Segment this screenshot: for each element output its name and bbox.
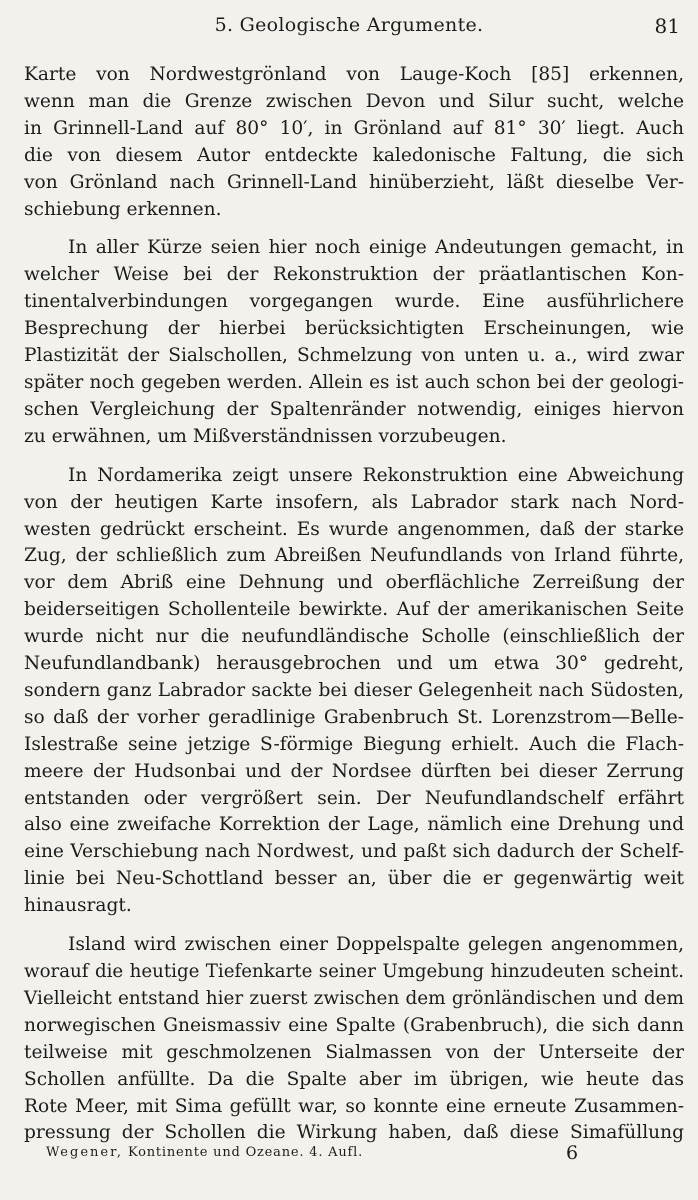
text-line: Neufundlandbank) herausgebrochen und um etwa 30° gedreht, (24, 653, 684, 675)
text-line: eine Verschiebung nach Nordwest, und paßt sich dadurch der Schelf- (24, 841, 684, 863)
body-text (24, 62, 684, 1159)
text-line: Vielleicht entstand hier zuerst zwischen dem grönländischen und dem (24, 987, 684, 1009)
text-line: norwegischen Gneismassiv eine Spalte (Grabenbruch), die sich dann (24, 1014, 684, 1036)
text-line: tinentalverbindungen vorgegangen wurde. Eine ausführlichere (24, 291, 684, 313)
text-line: In aller Kürze seien hier noch einige Andeutungen gemacht, in (68, 237, 684, 259)
text-line: Rote Meer, mit Sima gefüllt war, so konnte eine erneute Zusammen- (24, 1095, 684, 1117)
text-line: also eine zweifache Korrektion der Lage, nämlich eine Drehung und (24, 814, 684, 836)
text-line: die von diesem Autor entdeckte kaledonische Faltung, die sich (24, 144, 684, 166)
footer-citation (46, 1145, 363, 1160)
text-line: Island wird zwischen einer Doppelspalte gelegen angenommen, (68, 934, 684, 956)
running-title: 5. Geologische Argumente. (214, 14, 484, 36)
paragraph-3 (24, 463, 684, 920)
text-line: schiebung erkennen. (24, 198, 222, 220)
text-line: Zug, der schließlich zum Abreißen Neufundlands von Irland führte, (24, 545, 684, 567)
paragraph-2 (24, 235, 684, 450)
text-line: teilweise mit geschmolzenen Sialmassen von der Unterseite der (24, 1041, 684, 1063)
text-line: Plastizität der Sialschollen, Schmelzung von unten u. a., wird zwar (24, 345, 684, 367)
text-line: meere der Hudsonbai und der Nordsee dürften bei dieser Zerrung (24, 760, 684, 782)
text-line: entstanden oder vergrößert sein. Der Neufundlandschelf erfährt (24, 787, 684, 809)
text-line: Schollen anfüllte. Da die Spalte aber im übrigen, wie heute das (24, 1068, 684, 1090)
text-line: westen gedrückt erscheint. Es wurde angenommen, daß der starke (24, 518, 684, 540)
text-line: beiderseitigen Schollenteile bewirkte. Auf der amerikanischen Seite (24, 599, 684, 621)
text-line: später noch gegeben werden. Allein es ist auch schon bei der geologi- (24, 371, 684, 393)
text-line: sondern ganz Labrador sackte bei dieser Gelegenheit nach Südosten, (24, 679, 684, 701)
text-line: wenn man die Grenze zwischen Devon und Silur sucht, welche (24, 90, 684, 112)
text-line: welcher Weise bei der Rekonstruktion der präatlantischen Kon- (24, 264, 684, 286)
text-line: in Grinnell-Land auf 80° 10′, in Grönland auf 81° 30′ liegt. Auch (24, 117, 684, 139)
text-line: von der heutigen Karte insofern, als Labrador stark nach Nord- (24, 491, 684, 513)
text-line: zu erwähnen, um Mißverständnissen vorzubeugen. (24, 425, 507, 447)
text-line: In Nordamerika zeigt unsere Rekonstruktion eine Abweichung (68, 464, 684, 486)
text-line: schen Vergleichung der Spaltenränder notwendig, einiges hiervon (24, 398, 684, 420)
text-line: so daß der vorher geradlinige Grabenbruch St. Lorenzstrom—Belle- (24, 706, 684, 728)
text-line: Karte von Nordwestgrönland von Lauge-Koch [85] erkennen, (24, 64, 684, 85)
text-line: von Grönland nach Grinnell-Land hinüberzieht, läßt dieselbe Ver- (24, 171, 684, 193)
signature-mark: 6 (566, 1142, 579, 1164)
text-line: wurde nicht nur die neufundländische Scholle (einschließlich der (24, 626, 684, 648)
paragraph-1 (24, 62, 684, 223)
footer-book-title: Kontinente und Ozeane. 4. Aufl. (127, 1145, 364, 1160)
text-line: pressung der Schollen die Wirkung haben, daß diese Simafüllung (24, 1122, 684, 1144)
footer-author: Wegener, (46, 1145, 123, 1160)
text-line: linie bei Neu-Schottland besser an, über die er gegenwärtig weit (24, 868, 684, 890)
page-number: 81 (654, 14, 680, 38)
text-line: worauf die heutige Tiefenkarte seiner Umgebung hinzudeuten scheint. (24, 961, 684, 982)
text-line: Besprechung der hierbei berücksichtigten Erscheinungen, wie (24, 318, 684, 340)
text-line: hinausragt. (24, 895, 132, 917)
paragraph-4 (24, 932, 684, 1147)
text-line: vor dem Abriß eine Dehnung und oberflächliche Zerreißung der (24, 572, 684, 594)
text-line: Islestraße seine jetzige S-förmige Biegung erhielt. Auch die Flach- (24, 733, 684, 755)
